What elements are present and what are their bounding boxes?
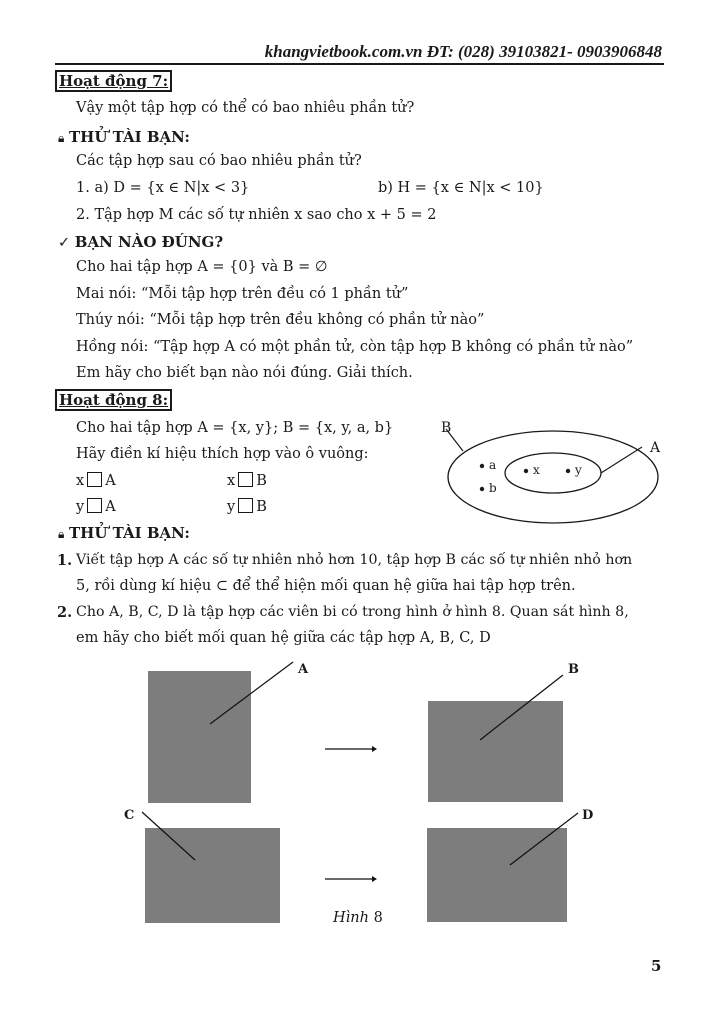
point-x: [524, 469, 528, 473]
challenge2-q1-line2: 5, rồi dùng kí hiệu ⊂ để thể hiện mối quan hệ giữa hai tập hợp trên.: [76, 578, 576, 594]
venn-label-a: A: [650, 440, 661, 456]
venn-point-y-label: y: [575, 463, 582, 477]
who-right-title: BẠN NÀO ĐÚNG?: [74, 233, 224, 251]
challenge1-item2: 2. Tập hợp M các số tự nhiên x sao cho x + 5 = 2: [76, 207, 437, 223]
figure-caption: Hình 8: [333, 910, 383, 926]
challenge2-q2-line2: em hãy cho biết mối quan hệ giữa các tập hợp A, B, C, D: [76, 630, 491, 646]
figure-label-c: C: [124, 808, 135, 823]
fill-item: x A: [76, 473, 116, 489]
activity7-question: Vậy một tập hợp có thể có bao nhiêu phần tử?: [76, 100, 415, 116]
set-a-ellipse: [505, 453, 601, 493]
page-number: 5: [651, 957, 662, 975]
challenge1-item1b: b) H = {x ∈ N|x < 10}: [378, 180, 544, 196]
fill-item: x B: [227, 473, 267, 489]
venn-point-a-label: a: [489, 458, 497, 472]
activity7-title: Hoạt động 7:: [55, 70, 172, 92]
who-right-line: Hồng nói: “Tập hợp A có một phần tử, còn tập hợp B không có phần tử nào”: [76, 339, 634, 355]
lock-icon: 🔒︎: [58, 527, 65, 541]
challenge1-intro: Các tập hợp sau có bao nhiêu phần tử?: [76, 153, 362, 169]
answer-box[interactable]: [87, 472, 102, 487]
point-b: [480, 487, 484, 491]
challenge2-q1-line1: Viết tập hợp A các số tự nhiên nhỏ hơn 10, tập hợp B các số tự nhiên nhỏ hơn: [76, 552, 633, 568]
activity8-line2: Hãy điền kí hiệu thích hợp vào ô vuông:: [76, 446, 369, 462]
figure-label-b: B: [568, 662, 579, 677]
point-a: [480, 464, 484, 468]
point-y: [566, 469, 570, 473]
challenge2-title: THỬ TÀI BẠN:: [69, 524, 190, 542]
set-b-ellipse: [448, 431, 661, 523]
activity8-line1: Cho hai tập hợp A = {x, y}; B = {x, y, a, b}: [76, 420, 394, 436]
challenge1-item1a: 1. a) D = {x ∈ N|x < 3}: [76, 180, 250, 196]
figure-lines: [0, 650, 718, 940]
venn-label-b: B: [441, 420, 452, 436]
venn-point-x-label: x: [533, 463, 540, 477]
challenge2-q2-line1: Cho A, B, C, D là tập hợp các viên bi có trong hình ở hình 8. Quan sát hình 8,: [76, 604, 629, 620]
check-icon: ✓: [58, 235, 71, 251]
header-rule: [55, 63, 664, 65]
lock-icon: 🔒︎: [58, 131, 65, 145]
fill-item: y B: [227, 499, 267, 515]
figure-label-d: D: [582, 808, 594, 823]
who-right-line: Mai nói: “Mỗi tập hợp trên đều có 1 phần tử”: [76, 286, 409, 302]
fill-item: y A: [76, 499, 116, 515]
answer-box[interactable]: [87, 498, 102, 513]
header-contact: khangvietbook.com.vn ĐT: (028) 39103821- 0903906848: [264, 42, 662, 61]
who-right-line: Cho hai tập hợp A = {0} và B = ∅: [76, 259, 328, 275]
venn-diagram: [430, 415, 670, 525]
activity8-title: Hoạt động 8:: [55, 389, 172, 411]
who-right-line: Thúy nói: “Mỗi tập hợp trên đều không có phần tử nào”: [76, 312, 485, 328]
figure-label-a: A: [298, 662, 309, 677]
venn-point-b-label: b: [489, 481, 497, 495]
answer-box[interactable]: [238, 472, 253, 487]
challenge1-title: THỬ TÀI BẠN:: [69, 128, 190, 146]
who-right-line: Em hãy cho biết bạn nào nói đúng. Giải thích.: [76, 365, 413, 381]
answer-box[interactable]: [238, 498, 253, 513]
